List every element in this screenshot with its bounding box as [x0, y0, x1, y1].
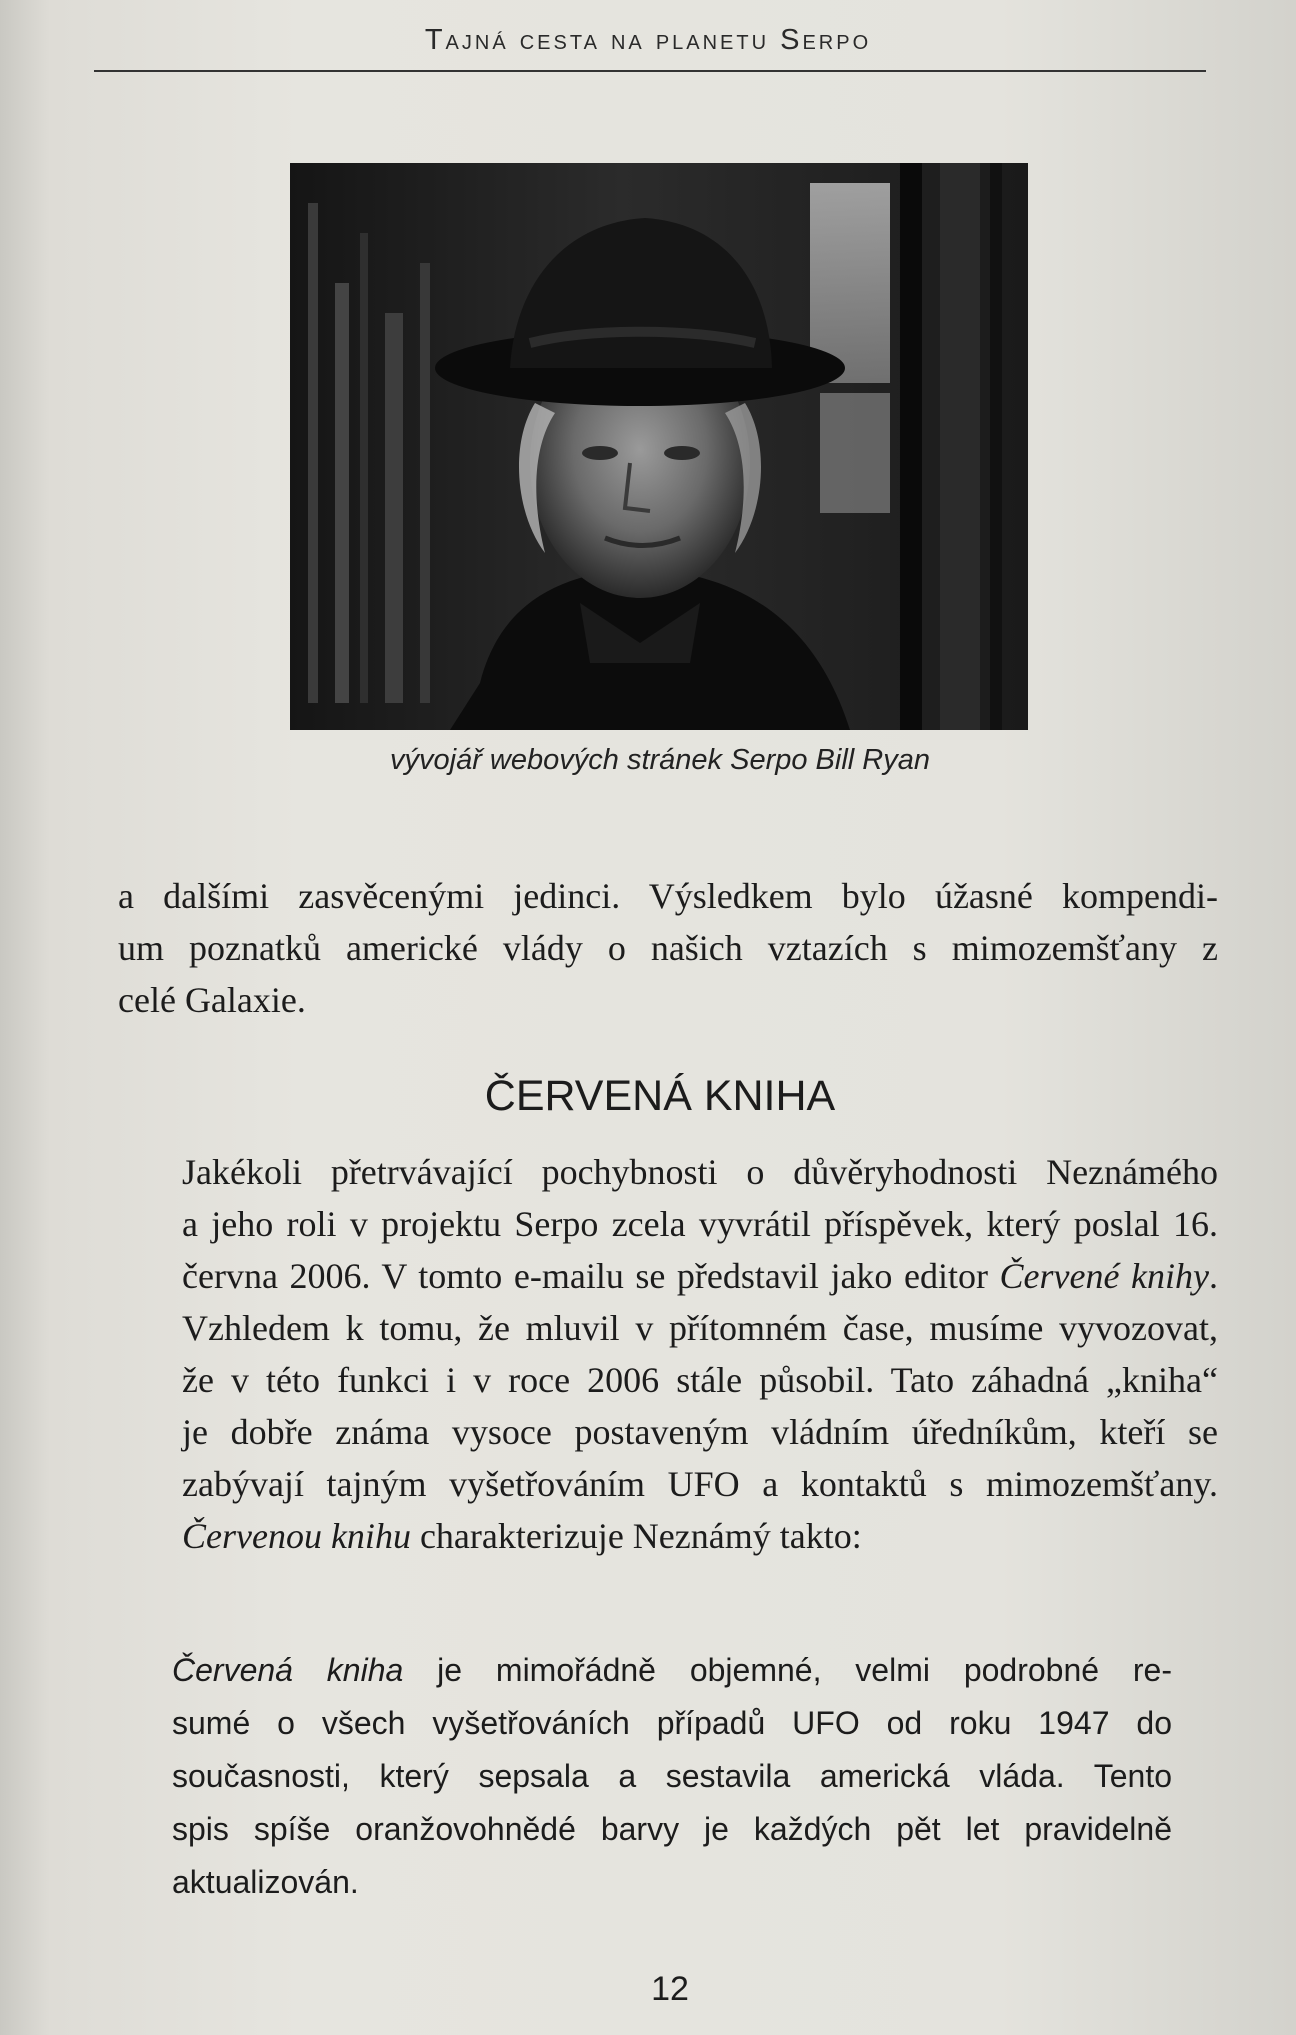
text-line: Vzhledem k tomu, že mluvil v přítomném čase, musíme vyvozovat,: [182, 1308, 1218, 1348]
photo-caption: vývojář webových stránek Serpo Bill Ryan: [390, 744, 930, 776]
block-quote: [172, 1644, 1172, 1909]
quote-line: současnosti, který sepsala a sestavila americká vláda. Tento: [172, 1758, 1172, 1794]
page-number: 12: [651, 1970, 689, 2008]
text-fragment: je mimořádně objemné, velmi podrobné re-: [403, 1652, 1173, 1688]
text-fragment: .: [1209, 1256, 1218, 1296]
paragraph-continuation: [118, 870, 1218, 1026]
portrait-photo-illustration: [290, 163, 1028, 730]
text-line: Jakékoli přetrvávající pochybnosti o důvěryhodnosti Neznámého: [182, 1152, 1218, 1192]
text-line: a jeho roli v projektu Serpo zcela vyvrátil příspěvek, který poslal 16.: [182, 1204, 1218, 1244]
text-fragment: charakterizuje Neznámý takto:: [410, 1516, 862, 1556]
text-line: celé Galaxie.: [118, 980, 306, 1020]
book-title-italic: Červenou knihu: [182, 1516, 411, 1556]
quote-line: spis spíše oranžovohnědé barvy je každých pět let pravidelně: [172, 1811, 1172, 1847]
quote-line: [172, 1644, 1172, 1697]
text-line: a dalšími zasvěcenými jedinci. Výsledkem bylo úžasné kompendi-: [118, 876, 1218, 916]
header-rule: [94, 70, 1206, 72]
text-line: um poznatků americké vlády o našich vztazích s mimozemšťany z: [118, 928, 1218, 968]
text-fragment: června 2006. V tomto e-mailu se představil jako editor: [182, 1256, 1000, 1296]
text-line: je dobře známa vysoce postaveným vládním úředníkům, kteří se: [182, 1412, 1218, 1452]
running-header: Tajná cesta na planetu Serpo: [424, 24, 872, 56]
text-line: [118, 1250, 1218, 1302]
section-heading: ČERVENÁ KNIHA: [484, 1072, 836, 1120]
book-title-italic: Červené knihy: [999, 1256, 1209, 1296]
text-line: zabývají tajným vyšetřováním UFO a kontaktů s mimozemšťany.: [182, 1464, 1218, 1504]
portrait-photo: [290, 163, 1028, 730]
text-line: [118, 1510, 1218, 1562]
book-title-italic: Červená kniha: [172, 1652, 404, 1688]
paragraph-red-book: [118, 1146, 1218, 1562]
text-line: že v této funkci i v roce 2006 stále působil. Tato záhadná „kniha“: [182, 1360, 1218, 1400]
quote-line: sumé o všech vyšetřováních případů UFO od roku 1947 do: [172, 1705, 1172, 1741]
quote-line: aktualizován.: [172, 1864, 359, 1900]
